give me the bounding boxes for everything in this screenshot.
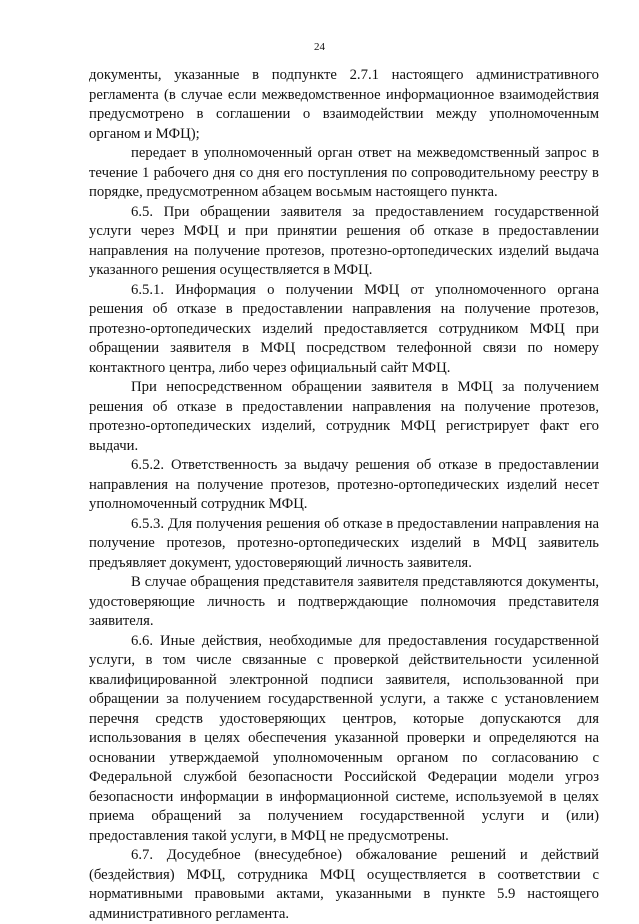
paragraph-response-transfer: передает в уполномоченный орган ответ на межведомственный запрос в течение 1 рабочего дня со дня его поступления по сопроводительному реестру в порядке, предусмотренном абзацем восьмым настоящего пункта. — [89, 145, 599, 200]
paragraph-6-5-1: 6.5.1. Информация о получении МФЦ от уполномоченного органа решения об отказе в предоставлении направления на получение протезов, протезно-ортопедических изделий предоставляется сотрудником МФЦ при обращении заявителя в МФЦ посредством телефонной связи по номеру контактного центра, либо через официальный сайт МФЦ. — [89, 281, 599, 376]
paragraph-6-5: 6.5. При обращении заявителя за предоставлением государственной услуги через МФЦ и при принятии решения об отказе в предоставлении направления на получение протезов, протезно-ортопедических изделий выдача указанного решения осуществляется в МФЦ. — [89, 203, 599, 278]
paragraph-6-6: 6.6. Иные действия, необходимые для предоставления государственной услуги, в том числе связанные с проверкой действительности усиленной квалифицированной электронной подписи заявителя, использованной при обращении за получением государственной услуги, а также с установлением перечня средств удостоверяющих центров, которые допускаются для использования в целях обеспечения указанной проверки и определяются на основании утверждаемой уполномоченным органом по согласованию с Федеральной службой безопасности Российской Федерации модели угроз безопасности информации в информационной системе, используемой в целях приема обращений за получением государственной услуги и (или) предоставления такой услуги, в МФЦ не предусмотрены. — [89, 632, 599, 844]
paragraph-continuation: документы, указанные в подпункте 2.7.1 настоящего административного регламента (в случае если межведомственное информационное взаимодействия предусмотрено в соглашении о взаимодействии между уполномоченным органом и МФЦ); — [89, 67, 599, 142]
paragraph-6-5-2: 6.5.2. Ответственность за выдачу решения об отказе в предоставлении направления на получение протезов, протезно-ортопедических изделий несет уполномоченный сотрудник МФЦ. — [89, 457, 599, 512]
page-number: 24 — [314, 41, 325, 53]
paragraph-representative: В случае обращения представителя заявителя представляются документы, удостоверяющие личность и подтверждающие полномочия представителя заявителя. — [89, 574, 599, 629]
paragraph-direct-request: При непосредственном обращении заявителя в МФЦ за получением решения об отказе в предоставлении направления на получение протезов, протезно-ортопедических изделий, сотрудник МФЦ регистрирует факт его выдачи. — [89, 379, 599, 454]
paragraph-6-7: 6.7. Досудебное (внесудебное) обжалование решений и действий (бездействия) МФЦ, сотрудника МФЦ осуществляется в соответствии с нормативными правовыми актами, указанными в пункте 5.9 настоящего административного регламента. — [89, 847, 599, 922]
document-body — [89, 66, 599, 924]
paragraph-6-5-3: 6.5.3. Для получения решения об отказе в предоставлении направления на получение протезов, протезно-ортопедических изделий в МФЦ заявитель предъявляет документ, удостоверяющий личность заявителя. — [89, 515, 599, 571]
